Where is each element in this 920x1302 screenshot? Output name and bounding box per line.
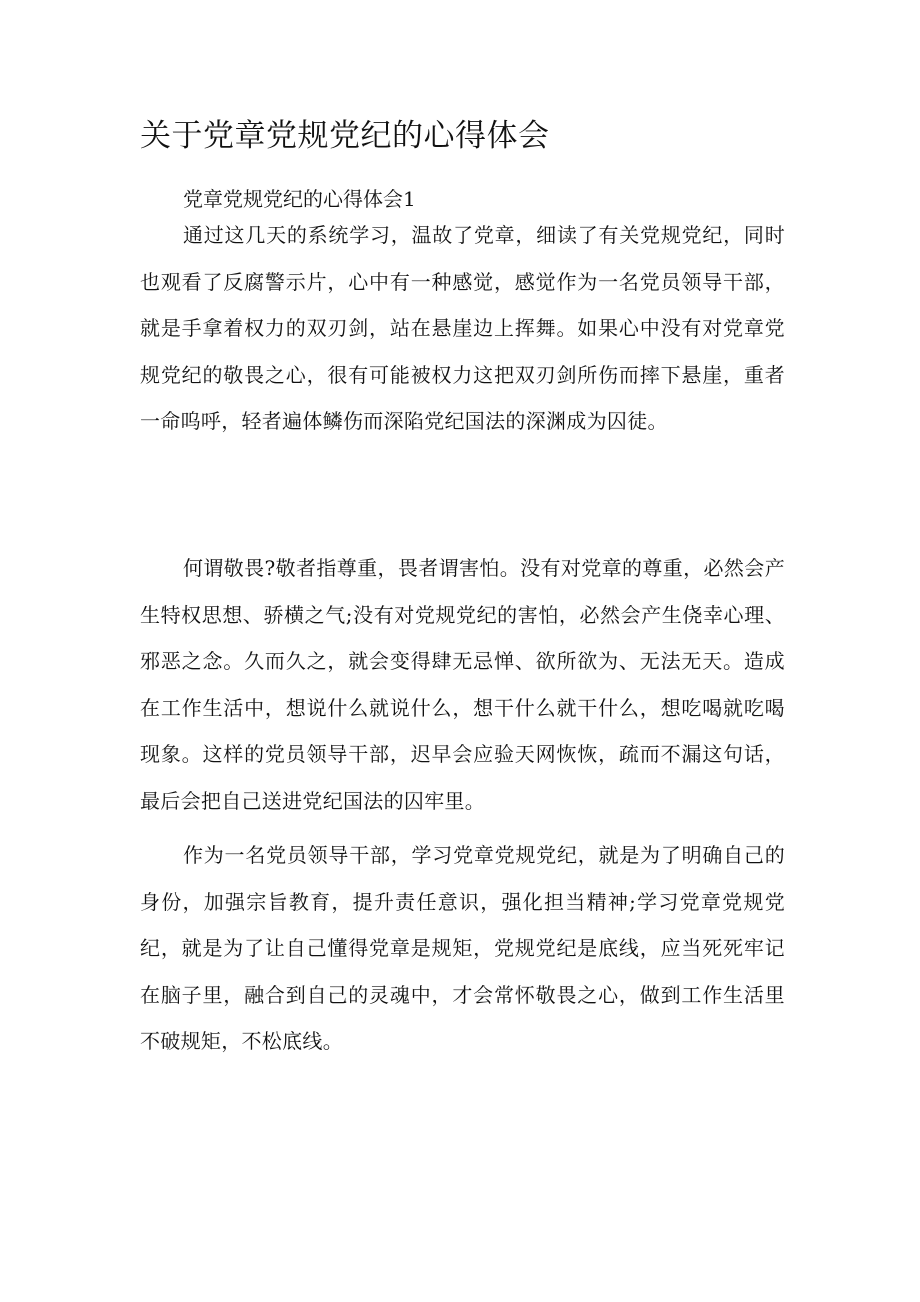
document-title: 关于党章党规党纪的心得体会 [140,118,550,154]
body-paragraph-1: 通过这几天的系统学习，温故了党章，细读了有关党规党纪，同时也观看了反腐警示片，心中有一种感觉，感觉作为一名党员领导干部，就是手拿着权力的双刃剑，站在悬崖边上挥舞。如果心中没有对党章党规党纪的敬畏之心，很有可能被权力这把双刃剑所伤而摔下悬崖，重者一命呜呼，轻者遍体鳞伤而深陷党纪国法的深渊成为囚徒。 [140,223,785,433]
section-heading: 党章党规党纪的心得体会1 [183,187,416,211]
body-paragraph-3: 作为一名党员领导干部，学习党章党规党纪，就是为了明确自己的身份，加强宗旨教育，提升责任意识，强化担当精神;学习党章党规党纪，就是为了让自己懂得党章是规矩，党规党纪是底线，应当死死牢记在脑子里，融合到自己的灵魂中，才会常怀敬畏之心，做到工作生活里不破规矩，不松底线。 [140,843,785,1053]
body-paragraph-2: 何谓敬畏?敬者指尊重，畏者谓害怕。没有对党章的尊重，必然会产生特权思想、骄横之气;没有对党规党纪的害怕，必然会产生侥幸心理、邪恶之念。久而久之，就会变得肆无忌惮、欲所欲为、无法无天。造成在工作生活中，想说什么就说什么，想干什么就干什么，想吃喝就吃喝现象。这样的党员领导干部，迟早会应验天网恢恢，疏而不漏这句话，最后会把自己送进党纪国法的囚牢里。 [140,556,785,813]
